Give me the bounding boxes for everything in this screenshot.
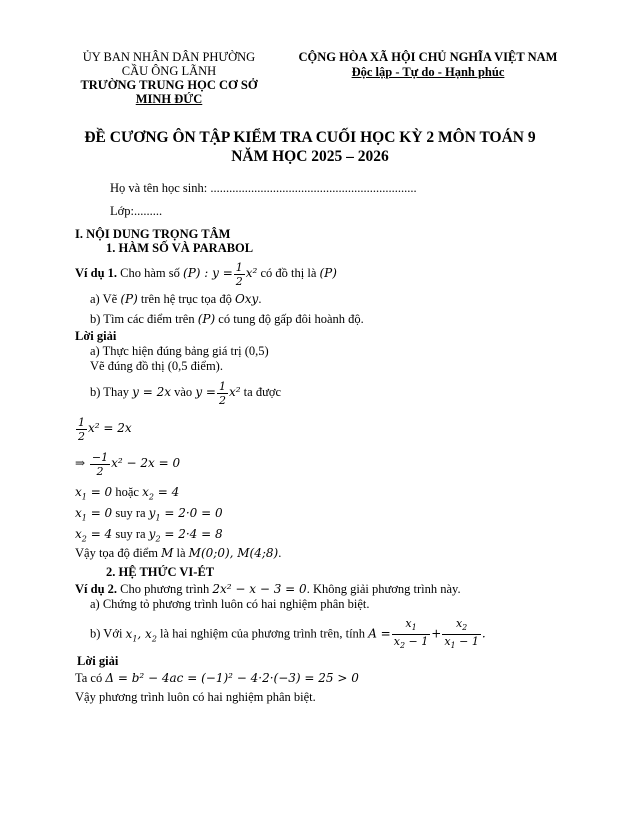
equation-4: $x_1 = 0$ suy ra $y_1 = 2\cdot 0 = 0$	[75, 506, 223, 523]
solution1-a2: Vẽ đúng đồ thị (0,5 điểm).	[90, 359, 223, 373]
title-line1: ĐỀ CƯƠNG ÔN TẬP KIỂM TRA CUỐI HỌC KỲ 2 MÔN TOÁN 9	[84, 129, 536, 146]
doc-title	[40, 128, 580, 166]
solution1-label: Lời giải	[75, 329, 117, 343]
school-name: MINH ĐỨC	[135, 92, 203, 106]
solution2-label: Lời giải	[77, 654, 119, 668]
student-name-field: Họ và tên học sinh: ..................................................................	[110, 181, 417, 195]
example2-line: Ví dụ 2. Cho phương trình 2x² − x − 3 = 0. Không giải phương trình này.	[75, 582, 461, 596]
issuer-block	[70, 50, 268, 106]
equation-3: $x_1 = 0$ hoặc $x_2 = 4$	[75, 485, 180, 502]
solution2-line2: Vậy phương trình luôn có hai nghiệm phân biệt.	[75, 690, 316, 704]
example1-part-b: b) Tìm các điểm trên (P) có tung độ gấp đôi hoành độ.	[90, 312, 364, 326]
national-title: CỘNG HÒA XÃ HỘI CHỦ NGHĨA VIỆT NAM	[298, 50, 558, 64]
equation-1: $\frac{1}{2}$ x² = 2x	[78, 415, 132, 443]
student-class-field: Lớp:.........	[110, 204, 163, 218]
national-block	[283, 50, 573, 80]
example1-label: Ví dụ 1.	[75, 266, 118, 280]
solution1-conclusion: Vậy tọa độ điểm M là M(0;0), M(4;8).	[75, 546, 282, 560]
example1-part-a: a) Vẽ (P) trên hệ trục tọa độ Oxy.	[90, 292, 262, 306]
solution1-b: b) Thay y = 2x vào y = $\frac{1}{2}$ x² ta được	[90, 379, 282, 407]
national-motto: Độc lập - Tự do - Hạnh phúc	[351, 65, 505, 79]
example2-label: Ví dụ 2.	[75, 582, 118, 596]
school-line1: TRƯỜNG TRUNG HỌC CƠ SỞ	[80, 78, 258, 92]
subsection-2: 2. HỆ THỨC VI-ÉT	[106, 565, 215, 579]
example2-part-a: a) Chứng tỏ phương trình luôn có hai nghiệm phân biệt.	[90, 597, 370, 611]
solution1-a1: a) Thực hiện đúng bảng giá trị (0,5)	[90, 344, 269, 358]
title-line2: NĂM HỌC 2025 – 2026	[231, 148, 389, 165]
example2-part-b: b) Với $x_1$, $x_2$ là hai nghiệm của phương trình trên, tính A = $\frac{x_1}{x_2 - 1}$ + $\frac{x_2}{x_1 - 1}$ .	[90, 617, 486, 651]
equation-5: $x_2 = 4$ suy ra $y_2 = 2\cdot 4 = 8$	[75, 527, 223, 544]
issuer-line2: CẦU ÔNG LÃNH	[121, 64, 217, 78]
equation-2: ⇒ $\frac{-1}{2}$ x² − 2x = 0	[75, 450, 181, 478]
example1-line: Ví dụ 1. Cho hàm số (P) : y = $\frac{1}{2}$ x² có đồ thị là (P)	[75, 260, 337, 288]
solution2-line1: Ta có Δ = b² − 4ac = (−1)² − 4·2·(−3) = 25 > 0	[75, 671, 359, 685]
subsection-1: 1. HÀM SỐ VÀ PARABOL	[106, 241, 254, 255]
issuer-line1: ỦY BAN NHÂN DÂN PHƯỜNG	[82, 50, 256, 64]
section-heading: I. NỘI DUNG TRỌNG TÂM	[75, 227, 231, 241]
